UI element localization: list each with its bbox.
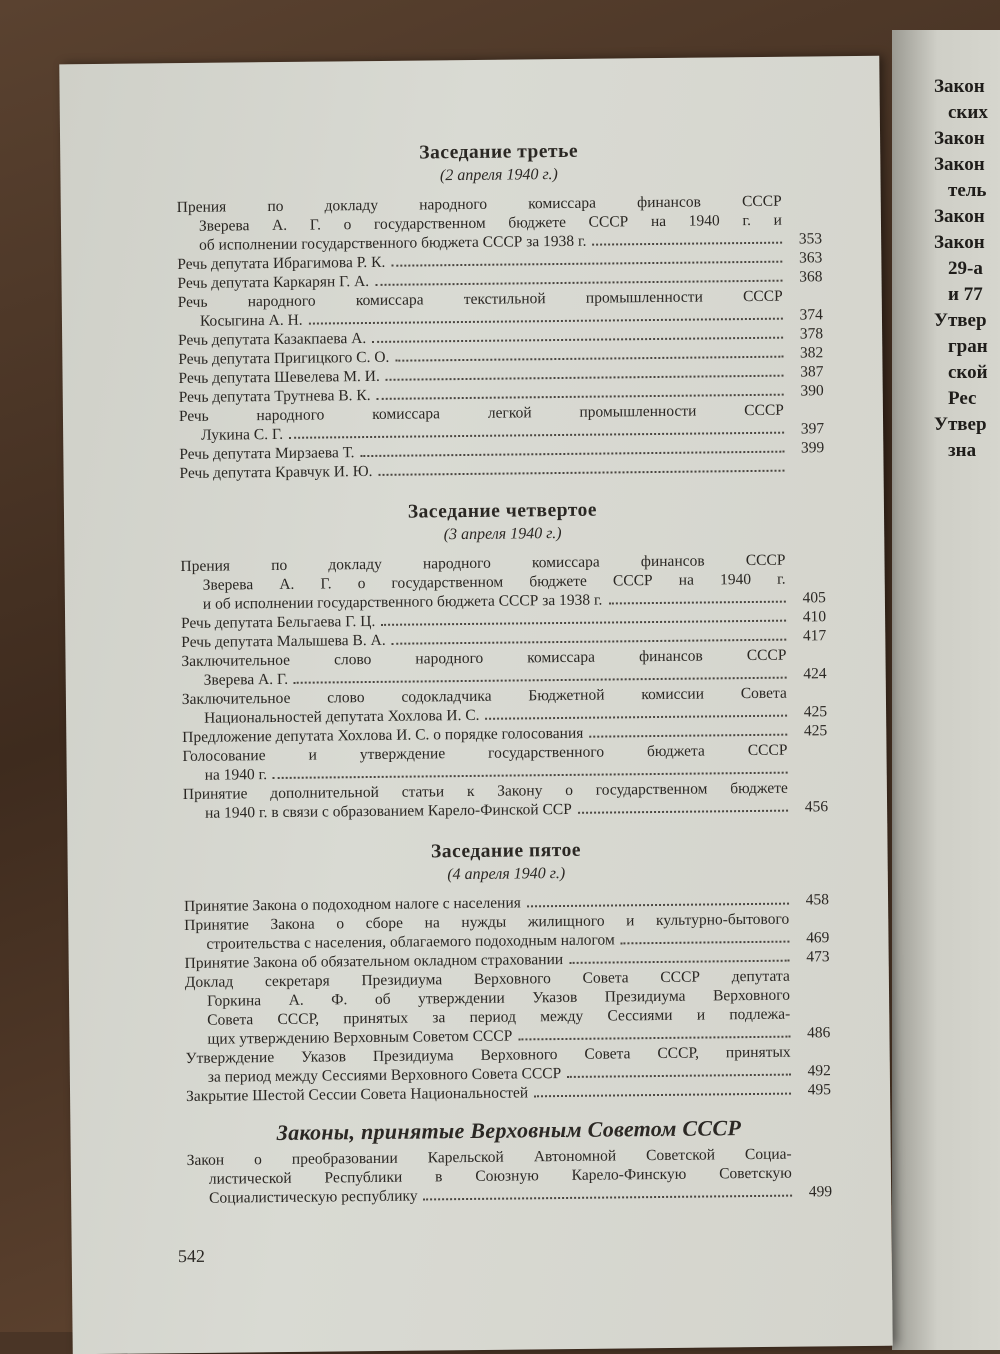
toc-entry[interactable] — [185, 966, 831, 1049]
entry-page: 378 — [787, 324, 823, 343]
dot-leader — [377, 394, 784, 400]
section-title: Заседание пятое — [183, 838, 828, 864]
facing-page-fragment: и 77 — [934, 282, 1000, 308]
entry-page: 397 — [788, 419, 824, 438]
entry-text: Предложение депутата Хохлова И. С. о порядке голосования — [182, 724, 583, 747]
entry-page: 499 — [796, 1182, 832, 1201]
entry-line: Голосование и утверждение государственного бюджета СССР — [182, 741, 787, 766]
entry-text: и об исполнении государственного бюджета СССР за 1938 г. — [181, 591, 603, 614]
dot-leader — [569, 960, 789, 964]
entry-line: Речь народного комиссара текстильной промышленности СССР — [178, 287, 783, 312]
entry-page: 473 — [793, 947, 829, 966]
entry-text: Речь депутата Бельгаева Г. Ц. — [181, 612, 375, 633]
entry-page: 425 — [791, 721, 827, 740]
section-date: (2 апреля 1940 г.) — [176, 162, 821, 188]
dot-leader — [294, 677, 787, 684]
dot-leader — [391, 261, 782, 267]
facing-page-fragment: Рес — [934, 386, 1000, 412]
facing-page-fragment: ских — [934, 100, 1000, 126]
entry-line: Заключительное слово содокладчика Бюджетной комиссии Совета — [182, 684, 787, 709]
entry-text: Речь депутата Трутнева В. К. — [179, 386, 371, 407]
dot-leader — [534, 1093, 791, 1098]
entry-page: 390 — [788, 381, 824, 400]
entry-page: 424 — [791, 664, 827, 683]
section-title: Заседание третье — [176, 139, 821, 165]
entry-line: Принятие дополнительной статьи к Закону о государственном бюджете — [183, 779, 788, 804]
entry-page: 363 — [786, 248, 822, 267]
entry-line: Прения по докладу народного комиссара финансов СССР — [177, 192, 782, 217]
entry-text: Речь депутата Казакпаева А. — [178, 329, 366, 350]
entry-line: Прения по докладу народного комиссара финансов СССР — [180, 551, 785, 576]
entry-page: 374 — [787, 305, 823, 324]
entry-page: 387 — [787, 362, 823, 381]
facing-page-fragment: 29-а — [934, 256, 1000, 282]
dot-leader — [424, 1195, 793, 1201]
dot-leader — [518, 1036, 790, 1041]
dot-leader — [486, 715, 788, 720]
facing-page-fragment: Утвер — [934, 412, 1000, 438]
entry-line: Совета СССР, принятых за период между Сессиями и подлежа- — [185, 1005, 790, 1030]
dot-leader — [392, 639, 787, 645]
entry-text: Косыгина А. Н. — [178, 311, 303, 331]
section-title: Заседание четвертое — [180, 498, 825, 524]
dot-leader — [578, 810, 788, 814]
entry-text: Речь депутата Шевелева М. И. — [178, 367, 380, 388]
entry-page: 410 — [790, 607, 826, 626]
entry-text: на 1940 г. — [183, 765, 268, 785]
table-of-contents — [176, 133, 832, 1208]
dot-leader — [379, 470, 785, 476]
entry-page: 486 — [794, 1023, 830, 1042]
entry-text: Речь депутата Кравчук И. Ю. — [179, 462, 372, 483]
entry-text: Зверева А. Г. — [182, 670, 289, 690]
entry-text: строительства с населения, облагаемого подоходным налогом — [184, 930, 615, 954]
entry-page: 425 — [791, 702, 827, 721]
entry-line: Зверева А. Г. о государственном бюджете СССР на 1940 г. — [181, 570, 786, 595]
entry-text: Принятие Закона о подоходном налоге с населения — [184, 893, 521, 916]
entry-line: Доклад секретаря Президиума Верховного Совета СССР депутата — [185, 967, 790, 992]
dot-leader — [527, 903, 789, 908]
entry-page: 399 — [788, 438, 824, 457]
page-number: 542 — [178, 1246, 205, 1267]
entry-line: Закон о преобразовании Карельской Автономной Советской Социа- — [187, 1145, 792, 1170]
facing-page-fragment: Закон — [934, 152, 1000, 178]
entry-page: 458 — [793, 890, 829, 909]
entry-text: Речь депутата Ибрагимова Р. К. — [177, 253, 385, 274]
entry-line: Заключительное слово народного комиссара финансов СССР — [181, 646, 786, 671]
entry-text: Национальностей депутата Хохлова И. С. — [182, 706, 480, 728]
dot-leader — [386, 375, 784, 381]
entry-text: Речь депутата Пригицкого С. О. — [178, 348, 389, 369]
dot-leader — [289, 432, 784, 439]
facing-page-fragment: Закон — [934, 126, 1000, 152]
entry-line: Зверева А. Г. о государственном бюджете СССР на 1940 г. и — [177, 211, 782, 236]
facing-page-fragment: гран — [934, 334, 1000, 360]
dot-leader — [372, 337, 783, 343]
entry-page: 492 — [795, 1061, 831, 1080]
entry-page: 382 — [787, 343, 823, 362]
entry-page: 456 — [792, 797, 828, 816]
toc-entry[interactable] — [183, 778, 828, 823]
entry-line: листической Республики в Союзную Карело-Финскую Советскую — [187, 1164, 792, 1189]
entry-page: 469 — [793, 928, 829, 947]
facing-page-fragment: Закон — [934, 204, 1000, 230]
entry-text: Лукина С. Г. — [179, 425, 283, 445]
facing-page-fragment: Закон — [934, 74, 1000, 100]
section-date: (3 апреля 1940 г.) — [180, 521, 825, 547]
dot-leader — [395, 356, 783, 362]
entry-text: Социалистическую республику — [187, 1187, 418, 1208]
dot-leader — [375, 280, 782, 286]
entry-line: Речь народного комиссара легкой промышленности СССР — [179, 401, 784, 426]
facing-page-fragment: зна — [934, 438, 1000, 464]
entry-text: на 1940 г. в связи с образованием Карело-Финской ССР — [183, 800, 572, 823]
laws-section-title: Законы, принятые Верховным Советом СССР — [186, 1117, 831, 1143]
toc-entry[interactable] — [177, 191, 823, 255]
entry-page: 495 — [795, 1080, 831, 1099]
section-date: (4 апреля 1940 г.) — [184, 861, 829, 887]
entry-page: 353 — [786, 229, 822, 248]
entry-text: Принятие Закона об обязательном окладном страховании — [185, 950, 564, 973]
toc-entry[interactable] — [180, 550, 826, 614]
dot-leader — [567, 1074, 791, 1078]
entry-text: за период между Сессиями Верховного Совета СССР — [186, 1064, 562, 1087]
dot-leader — [608, 601, 785, 605]
dot-leader — [589, 734, 787, 738]
entry-page: 368 — [786, 267, 822, 286]
entry-page: 417 — [790, 626, 826, 645]
entry-text: Речь депутата Каркарян Г. А. — [177, 272, 369, 293]
dot-leader — [309, 318, 783, 325]
dot-leader — [592, 242, 782, 246]
entry-text: щих утверждению Верховным Советом СССР — [185, 1027, 512, 1049]
dot-leader — [360, 451, 784, 457]
entry-text: об исполнении государственного бюджета СССР за 1938 г. — [177, 232, 587, 255]
entry-text: Закрытие Шестой Сессии Совета Национальностей — [186, 1083, 528, 1106]
entry-page: 405 — [790, 588, 826, 607]
entry-text: Речь депутата Мирзаева Т. — [179, 443, 354, 464]
facing-page-fragment: Утвер — [934, 308, 1000, 334]
facing-page-fragment: тель — [934, 178, 1000, 204]
dot-leader — [381, 620, 786, 626]
dot-leader — [273, 772, 788, 779]
entry-text: Речь депутата Малышева В. А. — [181, 631, 386, 652]
facing-page-fragment: Закон — [934, 230, 1000, 256]
toc-entry[interactable] — [187, 1144, 833, 1208]
entry-line: Принятие Закона о сборе на нужды жилищного и культурно-бытового — [184, 910, 789, 935]
entry-line: Горкина А. Ф. об утверждении Указов Президиума Верховного — [185, 986, 790, 1011]
dot-leader — [621, 941, 790, 945]
facing-page-fragment: ской — [934, 360, 1000, 386]
facing-page-text — [934, 74, 1000, 464]
entry-line: Утверждение Указов Президиума Верховного Совета СССР, принятых — [186, 1043, 791, 1068]
